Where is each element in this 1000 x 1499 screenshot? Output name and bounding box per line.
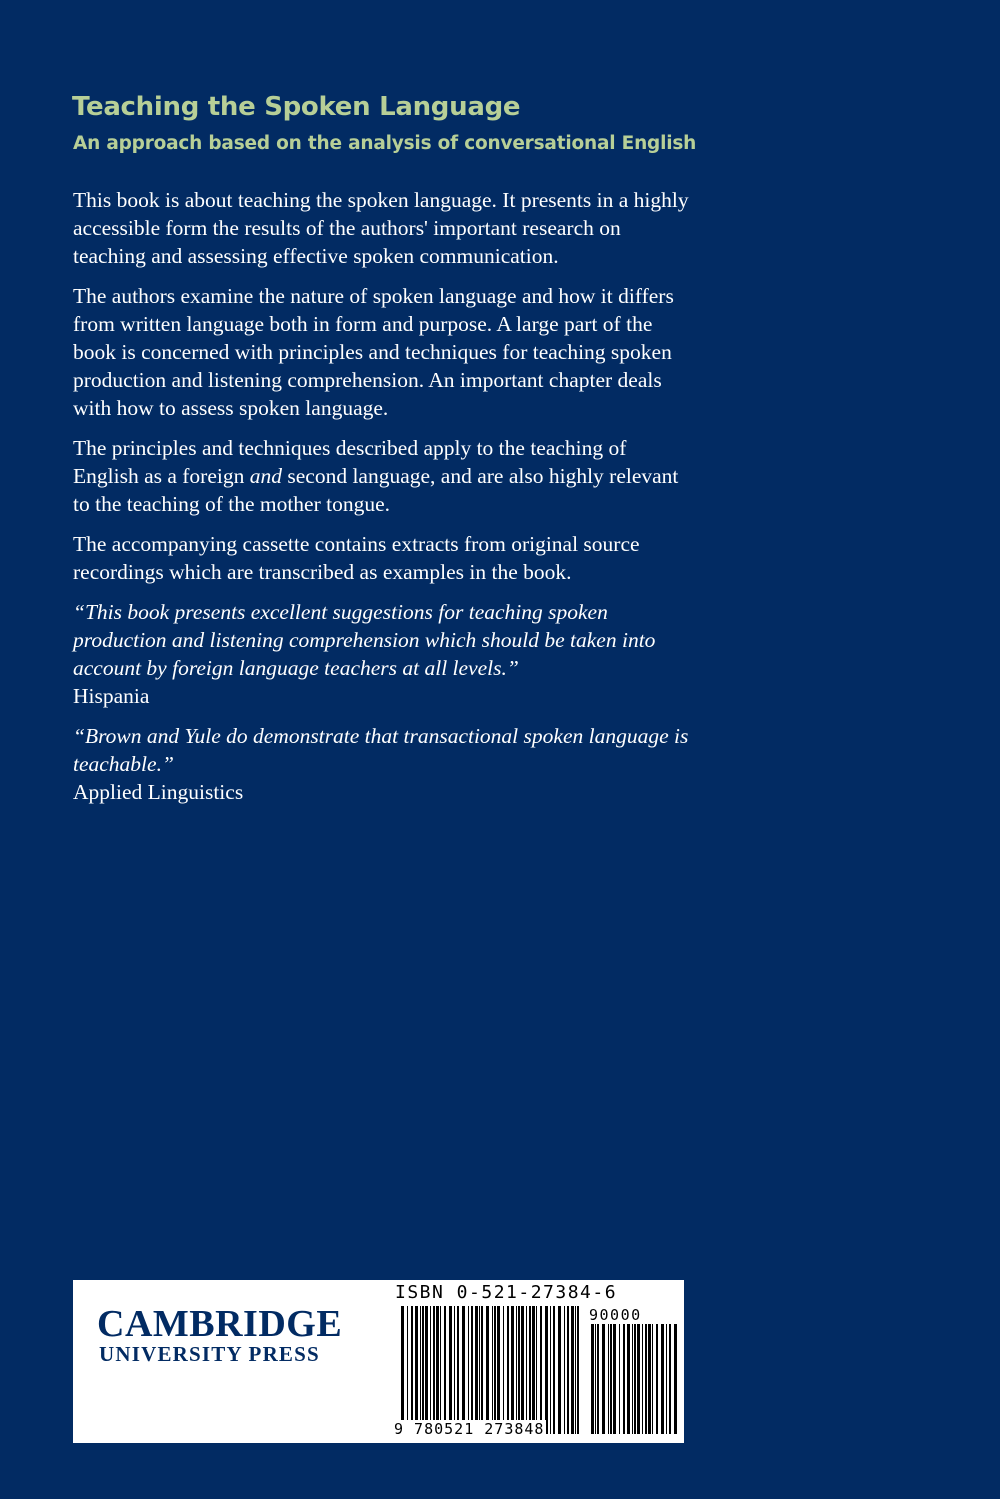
blurb-paragraph-3 xyxy=(73,434,693,518)
barcode-bar xyxy=(602,1324,605,1434)
barcode-bar xyxy=(550,1306,551,1434)
barcode-bar xyxy=(479,1306,480,1434)
ean-digits: 9 780521 273848 xyxy=(394,1420,545,1438)
barcode-bar xyxy=(475,1306,478,1434)
barcode-bar xyxy=(669,1324,671,1434)
blurb-paragraph-2: The authors examine the nature of spoken language and how it differs from written language both in form and purpose. A large part of the book is concerned with principles and techniques for teaching spoken production and listening comprehension. An important chapter deals with how to assess spoken language. xyxy=(73,284,674,420)
book-subtitle: An approach based on the analysis of conversational English xyxy=(73,133,697,154)
review-source: Applied Linguistics xyxy=(73,780,244,804)
review-source: Hispania xyxy=(73,684,150,708)
barcode-bar xyxy=(411,1306,413,1434)
barcode-bar xyxy=(553,1306,555,1434)
barcode-bar xyxy=(642,1324,643,1434)
review-quote xyxy=(73,598,693,710)
book-title: Teaching the Spoken Language xyxy=(72,92,521,122)
barcode-bar xyxy=(526,1306,527,1434)
blurb-p3-emphasis: and xyxy=(249,464,282,488)
barcode-bar xyxy=(425,1306,428,1434)
barcode-bar xyxy=(518,1306,520,1434)
barcode-bar xyxy=(422,1306,424,1434)
barcode-bar xyxy=(507,1306,509,1434)
barcode-bar xyxy=(430,1306,431,1434)
barcode-bar xyxy=(661,1324,664,1434)
barcode-bar xyxy=(540,1306,542,1434)
barcode-bar xyxy=(595,1324,596,1434)
barcode-bar xyxy=(511,1306,514,1434)
blurb-p3-end: second language, and are also highly relevant to the teaching of the mother tongue. xyxy=(73,464,679,516)
barcode-bar xyxy=(619,1324,620,1434)
publisher-barcode-panel xyxy=(73,1280,684,1443)
barcode-bar xyxy=(497,1306,500,1434)
barcode-bar xyxy=(444,1306,446,1434)
isbn-label: ISBN 0-521-27384-6 xyxy=(395,1282,618,1303)
barcode-bar xyxy=(471,1306,473,1434)
barcode-bar xyxy=(420,1306,421,1434)
barcode-bar xyxy=(632,1324,633,1434)
barcode-bar xyxy=(536,1306,537,1434)
barcode-bar xyxy=(610,1324,612,1434)
barcode-bar xyxy=(623,1324,625,1434)
barcode-bar xyxy=(521,1306,524,1434)
barcode-bar xyxy=(532,1306,535,1434)
review-text: “Brown and Yule do demonstrate that transactional spoken language is teachable.” xyxy=(73,724,689,776)
barcode-bar xyxy=(567,1306,569,1434)
barcode-bar xyxy=(564,1306,565,1434)
blurb-paragraph-1: This book is about teaching the spoken language. It presents in a highly accessible form the results of the authors' important research on teaching and assessing effective spoken communication. xyxy=(73,188,689,268)
barcode-bar xyxy=(637,1324,640,1434)
barcode-bar xyxy=(591,1324,594,1434)
barcode-bar xyxy=(666,1324,667,1434)
price-code: 90000 xyxy=(589,1306,642,1324)
barcode-bar xyxy=(613,1324,616,1434)
barcode-bar xyxy=(436,1306,439,1434)
barcode-icon xyxy=(395,1306,681,1436)
barcode-bar xyxy=(656,1324,658,1434)
barcode-bar xyxy=(415,1306,418,1434)
review-quote xyxy=(73,722,693,806)
blurb-paragraph-4: The accompanying cassette contains extracts from original source recordings which are transcribed as examples in the book. xyxy=(73,532,640,584)
barcode-bar xyxy=(503,1306,504,1434)
barcode-bar xyxy=(634,1324,636,1434)
barcode-bar xyxy=(571,1306,574,1434)
barcode-bar xyxy=(627,1324,630,1434)
blurb-p3-start: The principles and techniques described apply to the teaching of English as a foreign xyxy=(73,436,627,488)
barcode-bar xyxy=(401,1306,404,1434)
barcode-bar xyxy=(433,1306,435,1434)
barcode-bar xyxy=(486,1306,489,1434)
publisher-logo-name: CAMBRIDGE xyxy=(97,1303,343,1345)
barcode-bar xyxy=(492,1306,493,1434)
barcode-bar xyxy=(457,1306,459,1434)
barcode-bar xyxy=(645,1324,647,1434)
barcode-bar xyxy=(575,1306,576,1434)
barcode-bar xyxy=(652,1324,653,1434)
barcode-bar xyxy=(449,1306,452,1434)
barcode-bar xyxy=(454,1306,455,1434)
back-cover-blurb xyxy=(73,186,693,818)
barcode-bar xyxy=(597,1324,599,1434)
barcode-bar xyxy=(440,1306,441,1434)
barcode-bar xyxy=(558,1306,561,1434)
barcode-bar xyxy=(674,1324,677,1434)
barcode-bar xyxy=(407,1306,408,1434)
barcode-bar xyxy=(481,1306,483,1434)
barcode-bar xyxy=(608,1324,609,1434)
barcode-bar xyxy=(545,1306,548,1434)
barcode-bar xyxy=(494,1306,496,1434)
publisher-logo-tagline: UNIVERSITY PRESS xyxy=(99,1342,320,1366)
barcode-bar xyxy=(516,1306,517,1434)
barcode-bar xyxy=(529,1306,531,1434)
barcode-bar xyxy=(468,1306,469,1434)
barcode-bar xyxy=(648,1324,651,1434)
review-text: “This book presents excellent suggestions for teaching spoken production and listening comprehension which should be taken into account by foreign language teachers at all levels.” xyxy=(73,600,656,680)
barcode-bar xyxy=(577,1306,579,1434)
barcode-bar xyxy=(462,1306,465,1434)
